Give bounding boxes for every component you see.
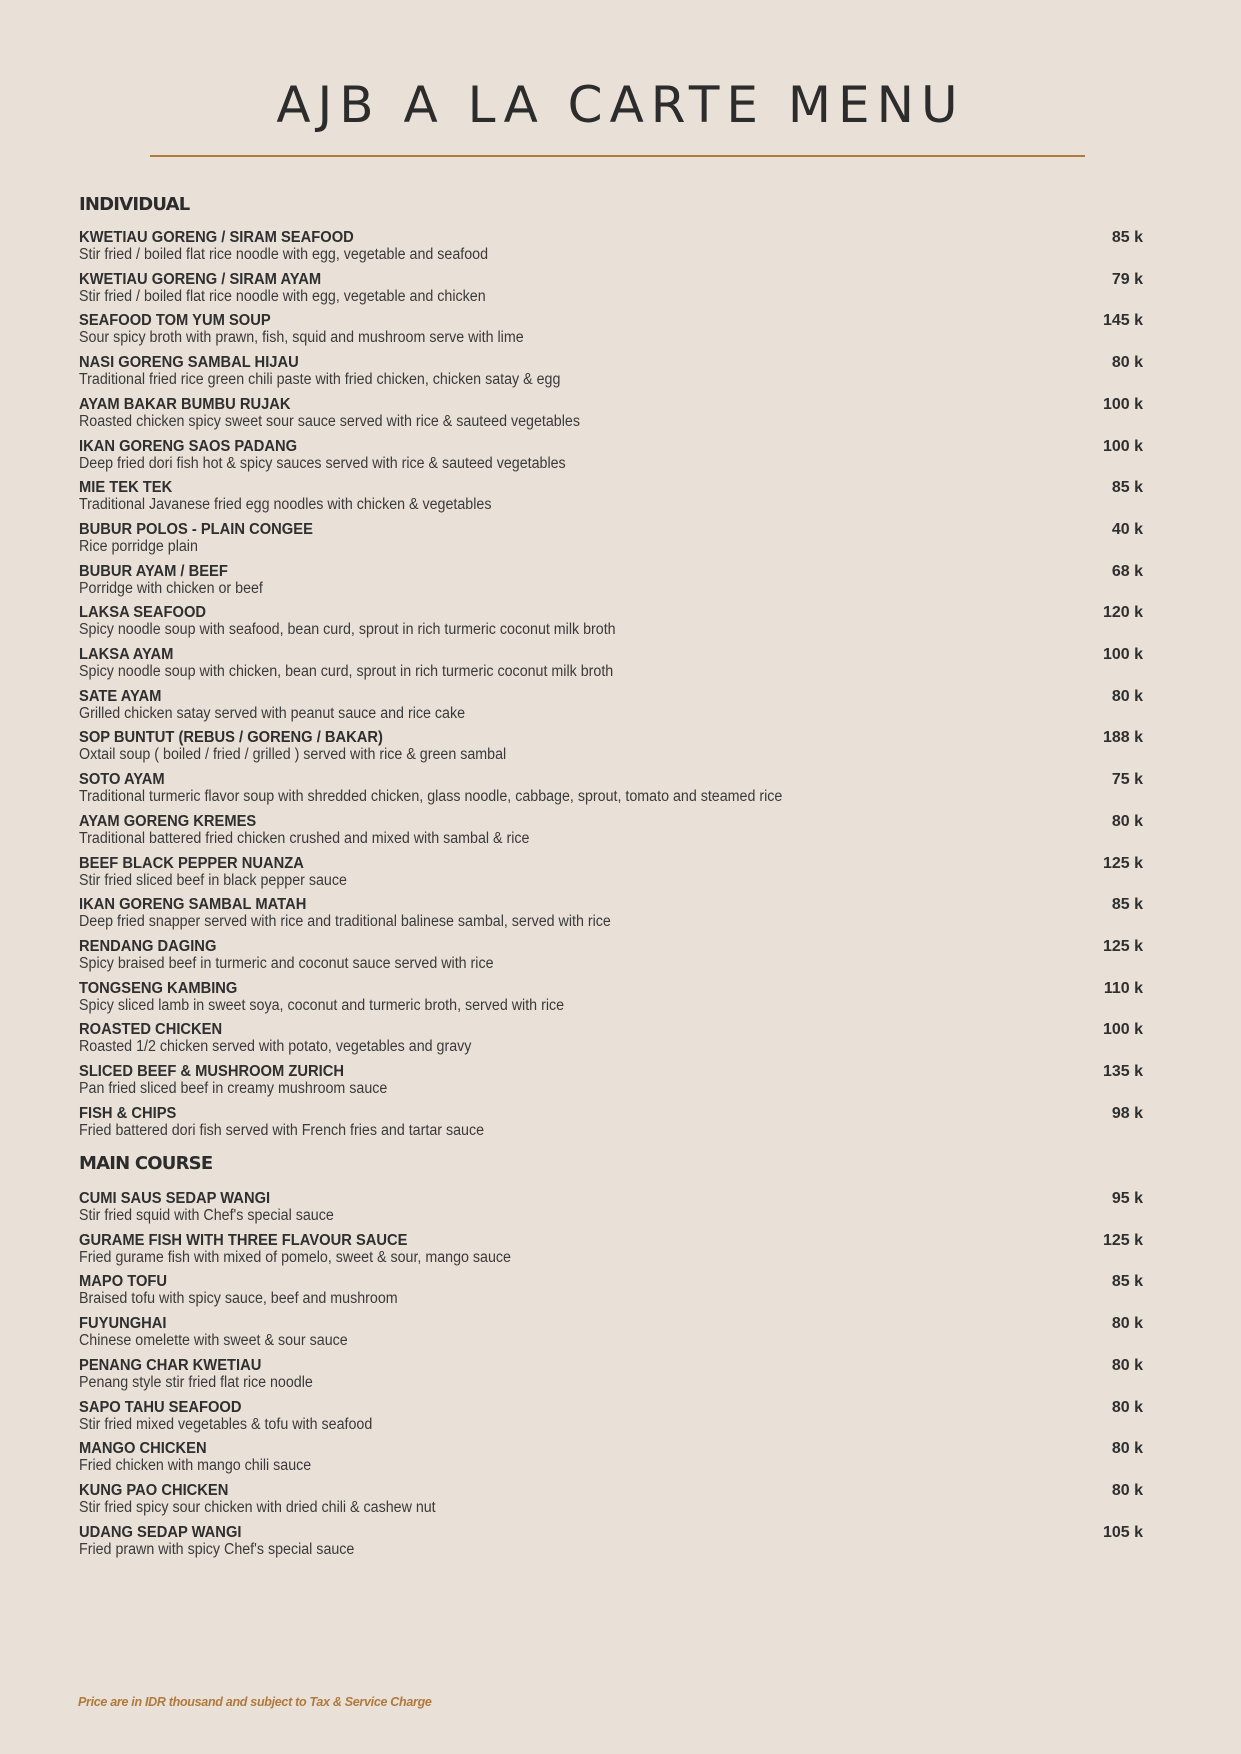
menu-item-name: BUBUR AYAM / BEEF (79, 563, 228, 580)
menu-item (79, 603, 1143, 643)
menu-item-name: KWETIAU GORENG / SIRAM SEAFOOD (79, 229, 354, 246)
menu-item (79, 1020, 1143, 1060)
menu-item-name: KWETIAU GORENG / SIRAM AYAM (79, 271, 322, 288)
title-divider (150, 155, 1085, 157)
menu-item-description: Porridge with chicken or beef (79, 580, 263, 597)
menu-item-description: Pan fried sliced beef in creamy mushroom sauce (79, 1080, 388, 1097)
menu-item-name: SOP BUNTUT (REBUS / GORENG / BAKAR) (79, 729, 383, 746)
menu-item-name: LAKSA AYAM (79, 646, 174, 663)
menu-item-description: Stir fried / boiled flat rice noodle with egg, vegetable and seafood (79, 246, 489, 263)
menu-item-price: 80 k (1111, 688, 1143, 705)
menu-item-description: Stir fried spicy sour chicken with dried chili & cashew nut (79, 1499, 436, 1516)
menu-item-name: SAPO TAHU SEAFOOD (79, 1399, 242, 1416)
menu-item (79, 437, 1143, 477)
menu-item (79, 937, 1143, 977)
menu-item-price: 100 k (1102, 438, 1143, 455)
menu-item-name: TONGSENG KAMBING (79, 980, 238, 997)
menu-item-name: PENANG CHAR KWETIAU (79, 1357, 262, 1374)
menu-item-name: SLICED BEEF & MUSHROOM ZURICH (79, 1063, 344, 1080)
menu-item-description: Stir fried sliced beef in black pepper sauce (79, 872, 347, 889)
menu-item (79, 1062, 1143, 1102)
menu-item-price: 80 k (1111, 1315, 1143, 1332)
menu-item-price: 80 k (1111, 1399, 1143, 1416)
menu-item-name: KUNG PAO CHICKEN (79, 1482, 229, 1499)
menu-item-description: Deep fried snapper served with rice and traditional balinese sambal, served with rice (79, 913, 611, 930)
menu-item-name: AYAM BAKAR BUMBU RUJAK (79, 396, 291, 413)
menu-item-name: CUMI SAUS SEDAP WANGI (79, 1190, 271, 1207)
menu-item (79, 395, 1143, 435)
menu-item (79, 520, 1143, 560)
menu-item-name: BEEF BLACK PEPPER NUANZA (79, 855, 304, 872)
menu-item-name: ROASTED CHICKEN (79, 1021, 223, 1038)
menu-item-price: 68 k (1111, 563, 1143, 580)
menu-item-price: 100 k (1102, 1021, 1143, 1038)
menu-item-price: 80 k (1111, 354, 1143, 371)
menu-item-price: 85 k (1111, 896, 1143, 913)
menu-item-description: Rice porridge plain (79, 538, 198, 555)
menu-item-name: MIE TEK TEK (79, 479, 173, 496)
menu-item-price: 40 k (1111, 521, 1143, 538)
menu-item-description: Stir fried mixed vegetables & tofu with seafood (79, 1416, 373, 1433)
menu-item-description: Traditional turmeric flavor soup with shredded chicken, glass noodle, cabbage, sprout, tomato and steamed rice (79, 788, 783, 805)
menu-item-description: Spicy noodle soup with seafood, bean curd, sprout in rich turmeric coconut milk broth (79, 621, 616, 638)
menu-item-price: 75 k (1111, 771, 1143, 788)
menu-item-name: SOTO AYAM (79, 771, 165, 788)
menu-item-name: LAKSA SEAFOOD (79, 604, 207, 621)
menu-item-description: Roasted chicken spicy sweet sour sauce served with rice & sauteed vegetables (79, 413, 580, 430)
menu-item-name: MANGO CHICKEN (79, 1440, 207, 1457)
price-footnote: Price are in IDR thousand and subject to Tax & Service Charge (78, 1695, 432, 1709)
menu-item-description: Oxtail soup ( boiled / fried / grilled ) served with rice & green sambal (79, 746, 507, 763)
menu-item (79, 1104, 1143, 1144)
menu-item-price: 85 k (1111, 1273, 1143, 1290)
menu-item-description: Fried gurame fish with mixed of pomelo, sweet & sour, mango sauce (79, 1249, 511, 1266)
menu-item (79, 1439, 1143, 1479)
menu-item-description: Spicy braised beef in turmeric and coconut sauce served with rice (79, 955, 494, 972)
menu-item-price: 125 k (1102, 938, 1143, 955)
menu-item (79, 228, 1143, 268)
menu-item (79, 1231, 1143, 1271)
menu-item (79, 979, 1143, 1019)
menu-item-description: Roasted 1/2 chicken served with potato, vegetables and gravy (79, 1038, 472, 1055)
menu-item-name: AYAM GORENG KREMES (79, 813, 257, 830)
menu-item-description: Traditional battered fried chicken crushed and mixed with sambal & rice (79, 830, 530, 847)
menu-item (79, 895, 1143, 935)
menu-item (79, 728, 1143, 768)
menu-item-price: 98 k (1111, 1105, 1143, 1122)
menu-item-description: Fried chicken with mango chili sauce (79, 1457, 312, 1474)
menu-item-price: 95 k (1111, 1190, 1143, 1207)
menu-item-name: RENDANG DAGING (79, 938, 217, 955)
menu-item-price: 125 k (1102, 855, 1143, 872)
menu-item (79, 1189, 1143, 1229)
menu-item (79, 311, 1143, 351)
menu-item (79, 1314, 1143, 1354)
section-heading: INDIVIDUAL (79, 194, 190, 215)
menu-item-price: 85 k (1111, 479, 1143, 496)
page-title: AJB A LA CARTE MENU (276, 76, 965, 134)
section-heading: MAIN COURSE (79, 1153, 213, 1174)
menu-item (79, 562, 1143, 602)
menu-item-description: Grilled chicken satay served with peanut sauce and rice cake (79, 705, 466, 722)
menu-item-name: IKAN GORENG SAOS PADANG (79, 438, 298, 455)
menu-item (79, 645, 1143, 685)
menu-item-price: 145 k (1102, 312, 1143, 329)
menu-item-description: Penang style stir fried flat rice noodle (79, 1374, 313, 1391)
menu-item (79, 478, 1143, 518)
menu-item (79, 1398, 1143, 1438)
menu-item-name: UDANG SEDAP WANGI (79, 1524, 242, 1541)
menu-item-price: 79 k (1111, 271, 1143, 288)
menu-item-description: Fried battered dori fish served with French fries and tartar sauce (79, 1122, 485, 1139)
menu-item-price: 100 k (1102, 646, 1143, 663)
menu-item-name: BUBUR POLOS - PLAIN CONGEE (79, 521, 313, 538)
menu-item-description: Spicy sliced lamb in sweet soya, coconut and turmeric broth, served with rice (79, 997, 565, 1014)
menu-item-name: GURAME FISH WITH THREE FLAVOUR SAUCE (79, 1232, 408, 1249)
menu-item-description: Stir fried / boiled flat rice noodle with egg, vegetable and chicken (79, 288, 486, 305)
menu-item (79, 854, 1143, 894)
menu-item-price: 110 k (1103, 980, 1143, 997)
menu-item-name: MAPO TOFU (79, 1273, 168, 1290)
menu-item (79, 1356, 1143, 1396)
menu-item (79, 812, 1143, 852)
menu-item-price: 80 k (1111, 1440, 1143, 1457)
menu-item-price: 125 k (1102, 1232, 1143, 1249)
menu-item (79, 1272, 1143, 1312)
menu-item-name: SATE AYAM (79, 688, 162, 705)
menu-item (79, 353, 1143, 393)
menu-item-description: Traditional fried rice green chili paste with fried chicken, chicken satay & egg (79, 371, 561, 388)
menu-item (79, 770, 1143, 810)
menu-item-name: NASI GORENG SAMBAL HIJAU (79, 354, 299, 371)
menu-item-name: FISH & CHIPS (79, 1105, 177, 1122)
menu-item-price: 188 k (1102, 729, 1143, 746)
menu-item-name: FUYUNGHAI (79, 1315, 167, 1332)
menu-item-description: Traditional Javanese fried egg noodles with chicken & vegetables (79, 496, 492, 513)
menu-item-description: Deep fried dori fish hot & spicy sauces served with rice & sauteed vegetables (79, 455, 566, 472)
menu-item-name: SEAFOOD TOM YUM SOUP (79, 312, 271, 329)
menu-item-description: Stir fried squid with Chef's special sauce (79, 1207, 334, 1224)
menu-item (79, 1523, 1143, 1563)
menu-item-price: 85 k (1111, 229, 1143, 246)
menu-item (79, 1481, 1143, 1521)
menu-item-description: Braised tofu with spicy sauce, beef and mushroom (79, 1290, 398, 1307)
menu-item-price: 80 k (1111, 813, 1143, 830)
menu-item-price: 105 k (1102, 1524, 1143, 1541)
menu-item-price: 80 k (1111, 1357, 1143, 1374)
menu-item-name: IKAN GORENG SAMBAL MATAH (79, 896, 307, 913)
menu-item-price: 80 k (1111, 1482, 1143, 1499)
menu-item-price: 135 k (1102, 1063, 1143, 1080)
menu-item (79, 687, 1143, 727)
menu-item-description: Spicy noodle soup with chicken, bean curd, sprout in rich turmeric coconut milk broth (79, 663, 614, 680)
menu-item-price: 100 k (1102, 396, 1143, 413)
menu-item (79, 270, 1143, 310)
menu-item-price: 120 k (1102, 604, 1143, 621)
menu-item-description: Sour spicy broth with prawn, fish, squid and mushroom serve with lime (79, 329, 524, 346)
menu-item-description: Fried prawn with spicy Chef's special sauce (79, 1541, 355, 1558)
menu-item-description: Chinese omelette with sweet & sour sauce (79, 1332, 348, 1349)
